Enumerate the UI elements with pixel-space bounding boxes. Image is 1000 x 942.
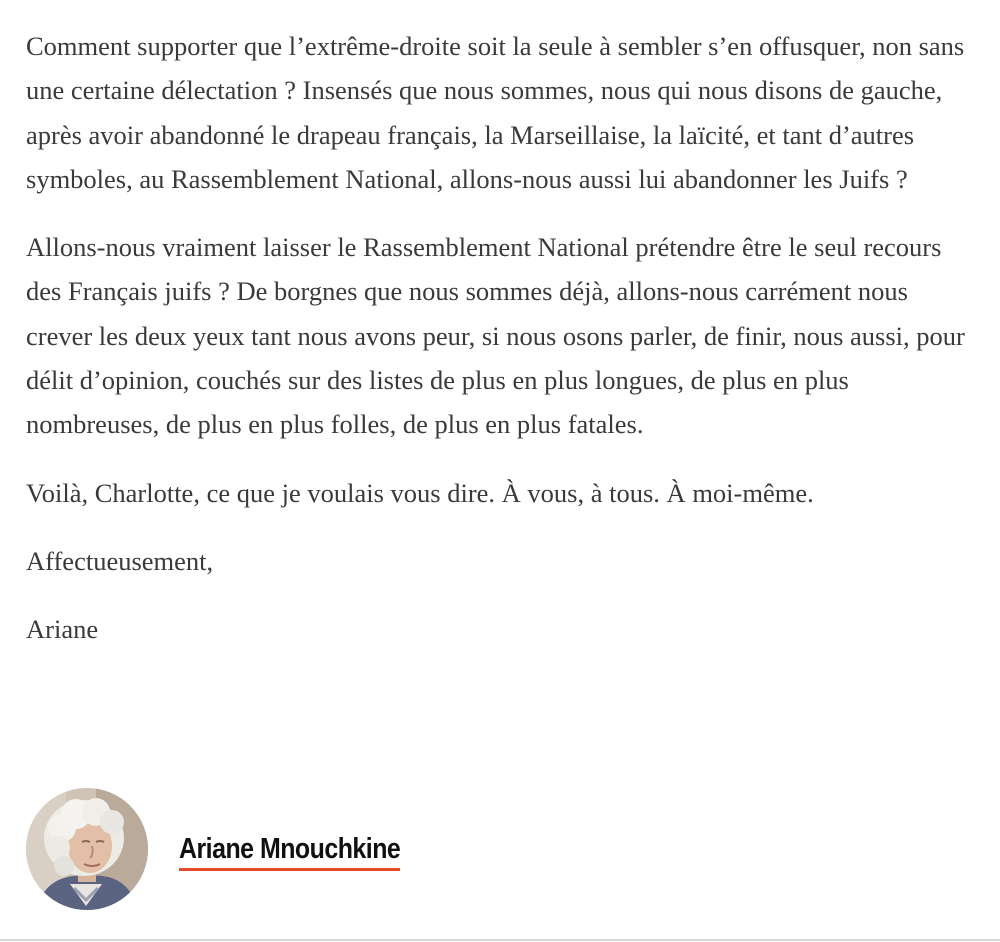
author-portrait-icon bbox=[26, 788, 148, 910]
section-divider bbox=[0, 939, 1000, 941]
author-avatar[interactable] bbox=[26, 788, 148, 910]
article-paragraph: Comment supporter que l’extrême-droite soit la seule à sembler s’en offusquer, non sans une certaine délectation ? Insensés que nous sommes, nous qui nous disons de gauche, après avoir abandonné le drapeau français, la Marseillaise, la laïcité, et tant d’autres symboles, au Rassemblement National, allons-nous aussi lui abandonner les Juifs ? bbox=[26, 31, 965, 194]
article-closing: Affectueusement, bbox=[26, 545, 214, 576]
author-block bbox=[26, 788, 436, 910]
article-paragraph: Voilà, Charlotte, ce que je voulais vous dire. À vous, à tous. À moi-même. bbox=[26, 477, 814, 508]
article-body bbox=[26, 24, 976, 676]
author-name-link[interactable]: Ariane Mnouchkine bbox=[179, 832, 400, 871]
article-paragraph: Allons-nous vraiment laisser le Rassemblement National prétendre être le seul recours des Français juifs ? De borgnes que nous sommes déjà, allons-nous carrément nous crever les deux yeux tant nous avons peur, si nous osons parler, de finir, nous aussi, pour délit d’opinion, couchés sur des listes de plus en plus longues, de plus en plus nombreuses, de plus en plus folles, de plus en plus fatales. bbox=[26, 232, 965, 440]
article-signature: Ariane bbox=[26, 614, 99, 645]
